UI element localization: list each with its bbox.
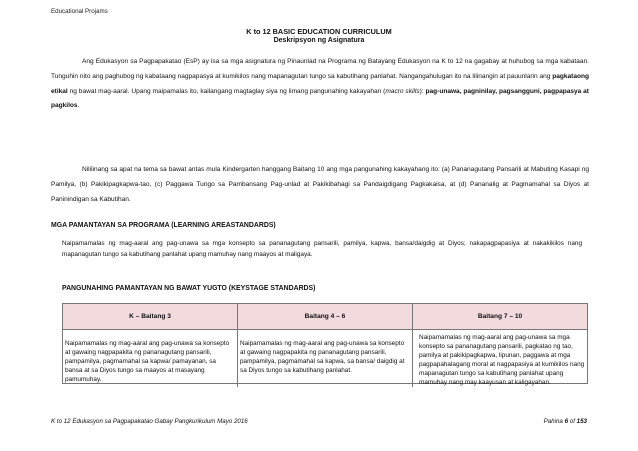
table-header-k3: K – Baitang 3 [63,304,238,330]
table-cell-4-6: Naipamamalas ng mag-aaral ang pag-unawa sa konsepto at gawaing nagpapakita ng pananagutang pansarili, pampamilya, pagmamahal sa kapwa, sa bansa/ daigdig at sa Diyos tungo sa kabutihang panlahat. [238,330,413,387]
para1-text-e: ): [419,87,426,95]
paragraph-learning-area-standards: Naipamamalas ng mag-aaral ang pag-unawa sa mga konsepto sa pananagutang pansarili, pamilya, kapwa, bansa/daigdig at Diyos; nakapagpapasiya at nakakikilos nang mapanagutan tungo sa kabutihang panlahat upang mamuhay nang maayos at maligaya. [62,240,582,258]
document-title: K to 12 BASIC EDUCATION CURRICULUM [246,27,392,36]
footer-page-current: 6 [564,418,569,425]
footer-page-number [544,418,587,425]
table-header-7-10: Baitang 7 – 10 [413,304,587,330]
table-header-4-6: Baitang 4 – 6 [238,304,413,330]
para1-bold-etikal: pagkataong etikal [51,72,589,95]
table-cell-k3: Naipamamalas ng mag-aaral ang pag-unawa sa konsepto at gawaing nagpapakita ng pananagutang pansarili, pampamilya, pagmamahal sa kapwa/ pamayanan, sa bansa at sa Diyos tungo sa maayos at masayang pamumuhay. [63,330,238,387]
footer-of-word: of [568,418,577,425]
heading-keystage-standards: PANGUNAHING PAMANTAYAN NG BAWAT YUGTO (KEYSTAGE STANDARDS) [62,285,316,292]
table-cell-7-10: Naipamamalas ng mag-aaral ang pag-unawa sa mga konsepto sa pananagutang pansarili, pagkatao ng tao, pamilya at pakikipagkapwa, lipunan, paggawa at mga pagpapahalagang moral at nagpapasiya at kumikilos nang mapanagutan tungo sa kabutihang panlahat upang mamuhay nang may kaayusan at kaligayahan. [419,334,585,386]
document-subtitle: Deskripsyon ng Asignatura [273,37,365,44]
heading-learning-area-standards: MGA PAMANTAYAN SA PROGRAMA (LEARNING AREASTANDARDS) [51,222,276,229]
paragraph-description [51,55,589,114]
para1-bold-skills: pag-unawa, pagninilay, pagsangguni, pagpapasya at pagkilos [51,87,589,110]
para1-italic-macro: macro skills [385,87,420,95]
header-label: Educational Projams [51,8,108,15]
para1-text-a: Ang Edukasyon sa Pagpapakatao (EsP) ay isa sa mga asignatura ng Pinaunlad na Programa ng Batayang Edukasyon na K to 12 na gagabay at huhubog sa mga kabataan. Tunguhin nito ang paghubog ng kabataang nagpapasya at kumikilos nang mapanagutan tungo sa kabutihang panlahat. Nangangahulugan ito na lilinangin at pauunlarin ang [51,58,589,80]
footer-page-total: 153 [576,418,587,425]
para1-text-c: ng bawat mag-aaral. Upang maipamalas ito, kailangang magtaglay siya ng limang pangunahing kakayahan ( [67,87,386,95]
footer-page-word: Pahina [543,418,565,425]
paragraph-themes [51,163,589,207]
para1-text-g: . [77,102,80,110]
footer-document-label: K to 12 Edukasyon sa Pagpapakatao Gabay Pangkurikulum Mayo 2016 [51,418,248,425]
keystage-table [62,303,588,384]
para2-text: Nililinang sa apat na tema sa bawat antas mula Kindergarten hanggang Baitang 10 ang mga pangunahing kakayahang ito: (a) Pananagutang Pansarili at Mabuting Kasapi ng Pamilya, (b) Pakikipagkapwa-tao, (c) Paggawa Tungo sa Pambansang Pag-unlad at Pakikibahagi sa Pandaigdigang Pagkakaisa, at (d) Pananalig at Pagmamahal sa Diyos at Paninindigan sa Kabutihan. [51,166,589,203]
